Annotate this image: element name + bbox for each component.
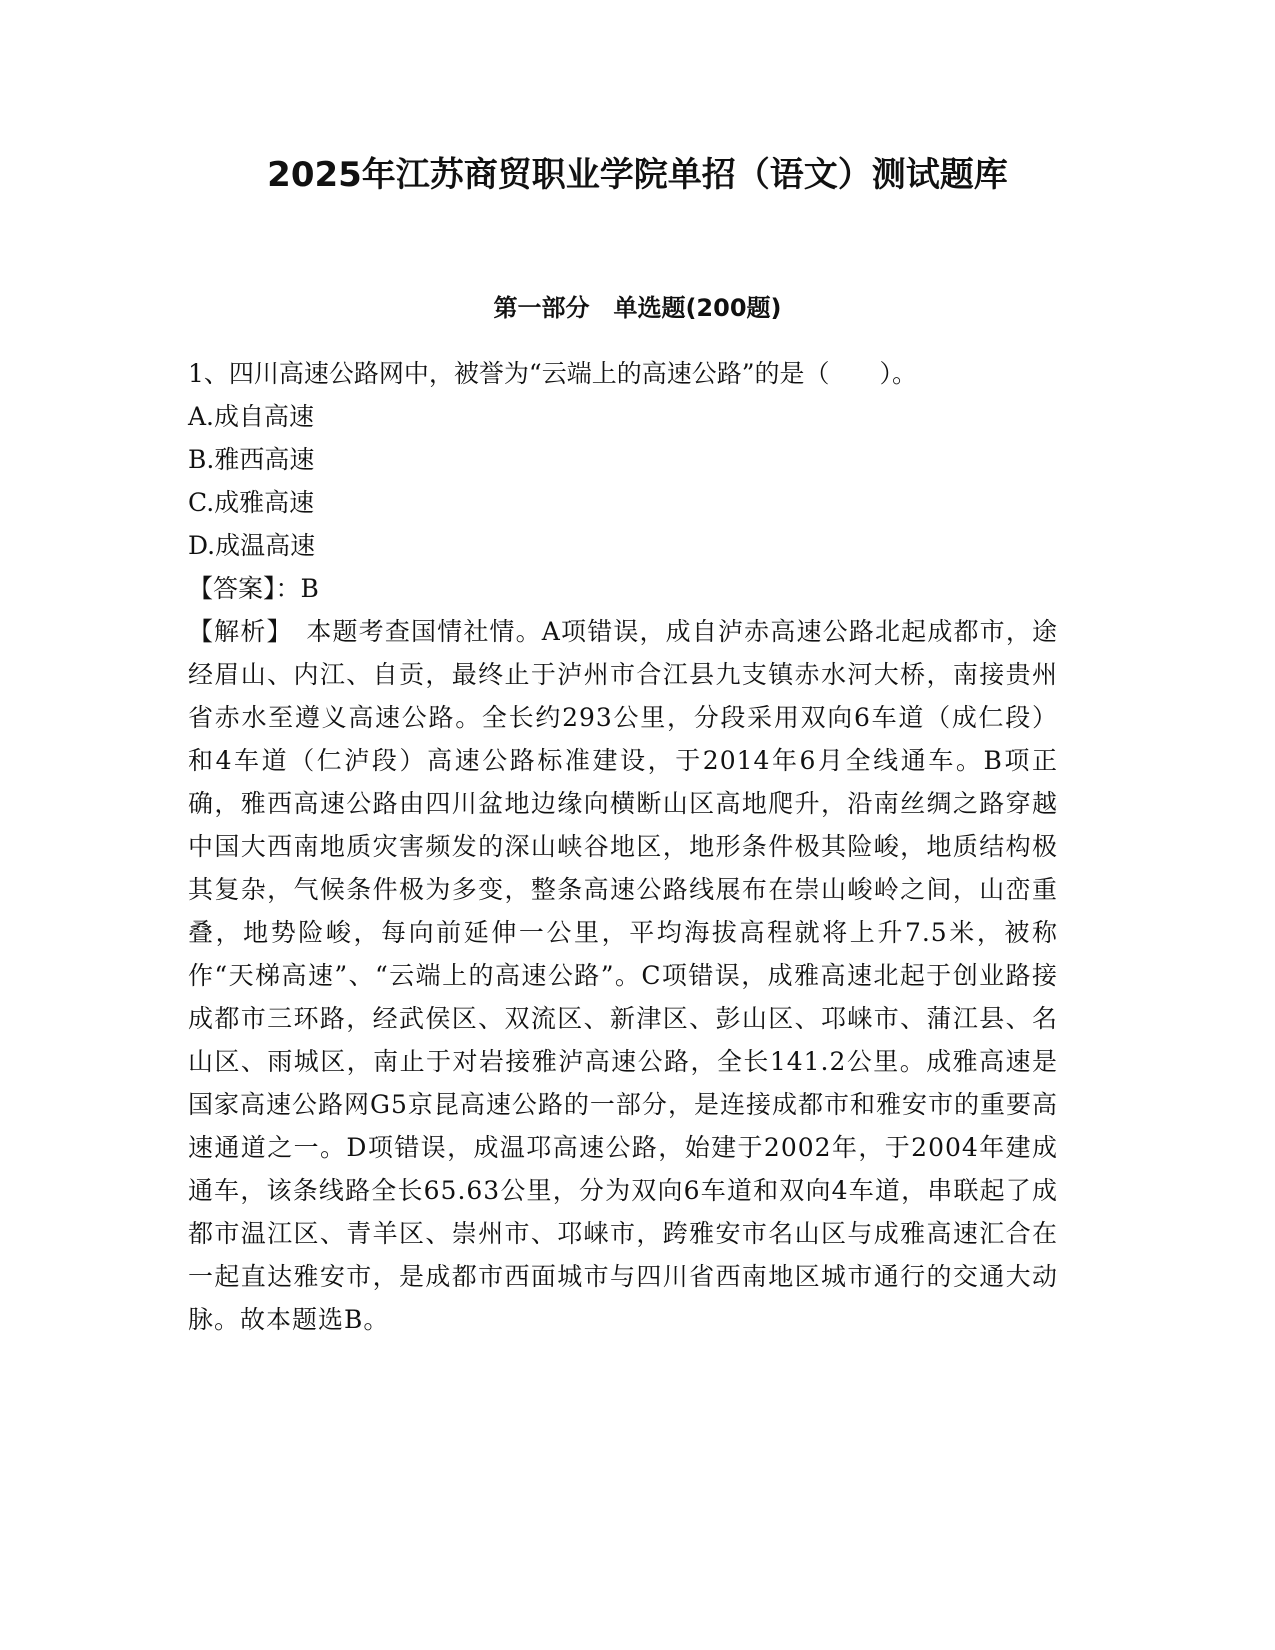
section-title: 第一部分 单选题(200题) — [493, 294, 782, 322]
option-d: D.成温高速 — [188, 531, 316, 560]
option-c: C.成雅高速 — [188, 488, 315, 517]
question-block — [188, 352, 1076, 1341]
analysis-paragraph: 【解析】 本题考查国情社情。A项错误，成自泸赤高速公路北起成都市，途经眉山、内江、自贡，最终止于泸州市合江县九支镇赤水河大桥，南接贵州省赤水至遵义高速公路。全长约293公里，分段采用双向6车道（成仁段）和4车道（仁泸段）高速公路标准建设，于2014年6月全线通车。B项正确，雅西高速公路由四川盆地边缘向横断山区高地爬升，沿南丝绸之路穿越中国大西南地质灾害频发的深山峡谷地区，地形条件极其险峻，地质结构极其复杂，气候条件极为多变，整条高速公路线展布在崇山峻岭之间，山峦重叠，地势险峻，每向前延伸一公里，平均海拔高程就将上升7.5米，被称作“天梯高速”、“云端上的高速公路”。C项错误，成雅高速北起于创业路接成都市三环路，经武侯区、双流区、新津区、彭山区、邛崃市、蒲江县、名山区、雨城区，南止于对岩接雅泸高速公路，全长141.2公里。成雅高速是国家高速公路网G5京昆高速公路的一部分，是连接成都市和雅安市的重要高速通道之一。D项错误，成温邛高速公路，始建于2002年，于2004年建成通车，该条线路全长65.63公里，分为双向6车道和双向4车道，串联起了成都市温江区、青羊区、崇州市、邛崃市，跨雅安市名山区与成雅高速汇合在一起直达雅安市，是成都市西面城市与四川省西南地区城市通行的交通大动脉。故本题选B。 — [188, 617, 1058, 1334]
document-title: 2025年江苏商贸职业学院单招（语文）测试题库 — [267, 155, 1008, 195]
option-b: B.雅西高速 — [188, 445, 315, 474]
answer-line: 【答案】：B — [188, 574, 319, 603]
option-a: A.成自高速 — [188, 402, 315, 431]
question-stem: 1、四川高速公路网中，被誉为“云端上的高速公路”的是（ ）。 — [188, 359, 917, 388]
